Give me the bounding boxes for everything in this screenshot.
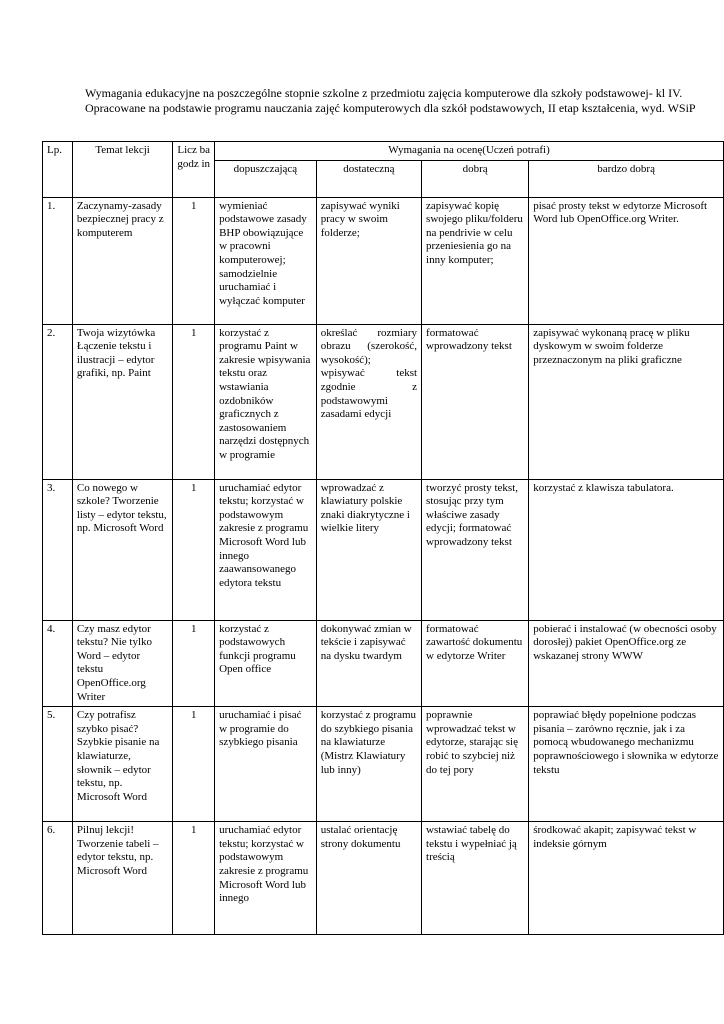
header-grade-dobra: dobrą xyxy=(422,160,529,197)
header-topic: Temat lekcji xyxy=(72,142,172,198)
header-grade-bardzo-dobra: bardzo dobrą xyxy=(529,160,724,197)
row-grade-dostateczna: ustalać orientację strony dokumentu xyxy=(316,822,421,935)
row-grade-dopuszczajaca: uruchamiać edytor tekstu; korzystać w podstawowym zakresie z programu Microsoft Word lub innego xyxy=(215,822,317,935)
row-grade-bardzo-dobra: zapisywać wykonaną pracę w pliku dyskowym w swoim folderze przeznaczonym na pliki graficzne xyxy=(529,324,724,479)
header-requirements: Wymagania na ocenę(Uczeń potrafi) xyxy=(215,142,724,161)
row-grade-dopuszczajaca: korzystać z programu Paint w zakresie wpisywania tekstu oraz wstawiania ozdobników graficznych z zastosowaniem narzędzi dostępnych w programie xyxy=(215,324,317,479)
row-hours: 1 xyxy=(173,707,215,822)
row-grade-dobra: zapisywać kopię swojego pliku/folderu na pendrivie w celu przeniesienia go na inny komputer; xyxy=(422,197,529,324)
table-row xyxy=(43,324,724,479)
row-topic: Zaczynamy-zasady bezpiecznej pracy z komputerem xyxy=(72,197,172,324)
row-grade-dopuszczajaca: wymieniać podstawowe zasady BHP obowiązujące w pracowni komputerowej; samodzielnie uruchamiać i wyłączać komputer xyxy=(215,197,317,324)
intro-line-2: Opracowane na podstawie programu nauczania zajęć komputerowych dla szkół podstawowych, II etap kształcenia, wyd. WSiP xyxy=(85,101,696,115)
row-grade-dopuszczajaca: korzystać z podstawowych funkcji programu Open office xyxy=(215,620,317,707)
row-lp: 6. xyxy=(43,822,73,935)
row-hours: 1 xyxy=(173,479,215,620)
row-grade-dostateczna: wprowadzać z klawiatury polskie znaki diakrytyczne i wielkie litery xyxy=(316,479,421,620)
row-grade-dobra: formatować wprowadzony tekst xyxy=(422,324,529,479)
row-topic: Twoja wizytówka Łączenie tekstu i ilustracji – edytor grafiki, np. Paint xyxy=(72,324,172,479)
table-row xyxy=(43,620,724,707)
header-hours: Licz ba godz in xyxy=(173,142,215,198)
row-lp: 5. xyxy=(43,707,73,822)
row-hours: 1 xyxy=(173,620,215,707)
row-grade-dopuszczajaca: uruchamiać i pisać w programie do szybkiego pisania xyxy=(215,707,317,822)
row-grade-bardzo-dobra: pisać prosty tekst w edytorze Microsoft Word lub OpenOffice.org Writer. xyxy=(529,197,724,324)
document-intro xyxy=(85,86,715,116)
row-topic: Co nowego w szkole? Tworzenie listy – edytor tekstu, np. Microsoft Word xyxy=(72,479,172,620)
header-grade-dostateczna: dostateczną xyxy=(316,160,421,197)
row-lp: 4. xyxy=(43,620,73,707)
row-grade-bardzo-dobra: pobierać i instalować (w obecności osoby dorosłej) pakiet OpenOffice.org ze wskazanej strony WWW xyxy=(529,620,724,707)
table-row xyxy=(43,822,724,935)
table-row xyxy=(43,707,724,822)
intro-line-1: Wymagania edukacyjne na poszczególne stopnie szkolne z przedmiotu zajęcia komputerowe dla szkoły podstawowej- kl IV. xyxy=(85,86,683,100)
table-row xyxy=(43,479,724,620)
row-grade-dostateczna: określać rozmiary obrazu (szerokość, wysokość); wpisywać tekst zgodnie z podstawowymi zasadami edycji xyxy=(316,324,421,479)
row-hours: 1 xyxy=(173,822,215,935)
row-grade-dobra: tworzyć prosty tekst, stosując przy tym właściwe zasady edycji; formatować wprowadzony tekst xyxy=(422,479,529,620)
row-grade-bardzo-dobra: środkować akapit; zapisywać tekst w indeksie górnym xyxy=(529,822,724,935)
requirements-table xyxy=(42,141,724,935)
row-topic: Czy potrafisz szybko pisać? Szybkie pisanie na klawiaturze, słownik – edytor tekstu, np. Microsoft Word xyxy=(72,707,172,822)
row-grade-bardzo-dobra: korzystać z klawisza tabulatora. xyxy=(529,479,724,620)
row-grade-dobra: formatować zawartość dokumentu w edytorze Writer xyxy=(422,620,529,707)
row-grade-dobra: wstawiać tabelę do tekstu i wypełniać ją treścią xyxy=(422,822,529,935)
row-topic: Pilnuj lekcji! Tworzenie tabeli – edytor tekstu, np. Microsoft Word xyxy=(72,822,172,935)
row-grade-dopuszczajaca: uruchamiać edytor tekstu; korzystać w podstawowym zakresie z programu Microsoft Word lub innego zaawansowanego edytora tekstu xyxy=(215,479,317,620)
table-row xyxy=(43,197,724,324)
row-topic: Czy masz edytor tekstu? Nie tylko Word – edytor tekstu OpenOffice.org Writer xyxy=(72,620,172,707)
header-row xyxy=(43,142,724,161)
row-grade-dostateczna: dokonywać zmian w tekście i zapisywać na dysku twardym xyxy=(316,620,421,707)
row-grade-dobra: poprawnie wprowadzać tekst w edytorze, starając się robić to szybciej niż do tej pory xyxy=(422,707,529,822)
row-lp: 1. xyxy=(43,197,73,324)
row-grade-dostateczna: korzystać z programu do szybkiego pisania na klawiaturze (Mistrz Klawiatury lub inny) xyxy=(316,707,421,822)
row-hours: 1 xyxy=(173,197,215,324)
header-lp: Lp. xyxy=(43,142,73,198)
header-grade-dopuszczajaca: dopuszczającą xyxy=(215,160,317,197)
row-grade-bardzo-dobra: poprawiać błędy popełnione podczas pisania – zarówno ręcznie, jak i za pomocą wbudowanego mechanizmu poprawnościowego i słownika w edytorze tekstu xyxy=(529,707,724,822)
row-hours: 1 xyxy=(173,324,215,479)
row-grade-dostateczna: zapisywać wyniki pracy w swoim folderze; xyxy=(316,197,421,324)
row-lp: 3. xyxy=(43,479,73,620)
row-lp: 2. xyxy=(43,324,73,479)
